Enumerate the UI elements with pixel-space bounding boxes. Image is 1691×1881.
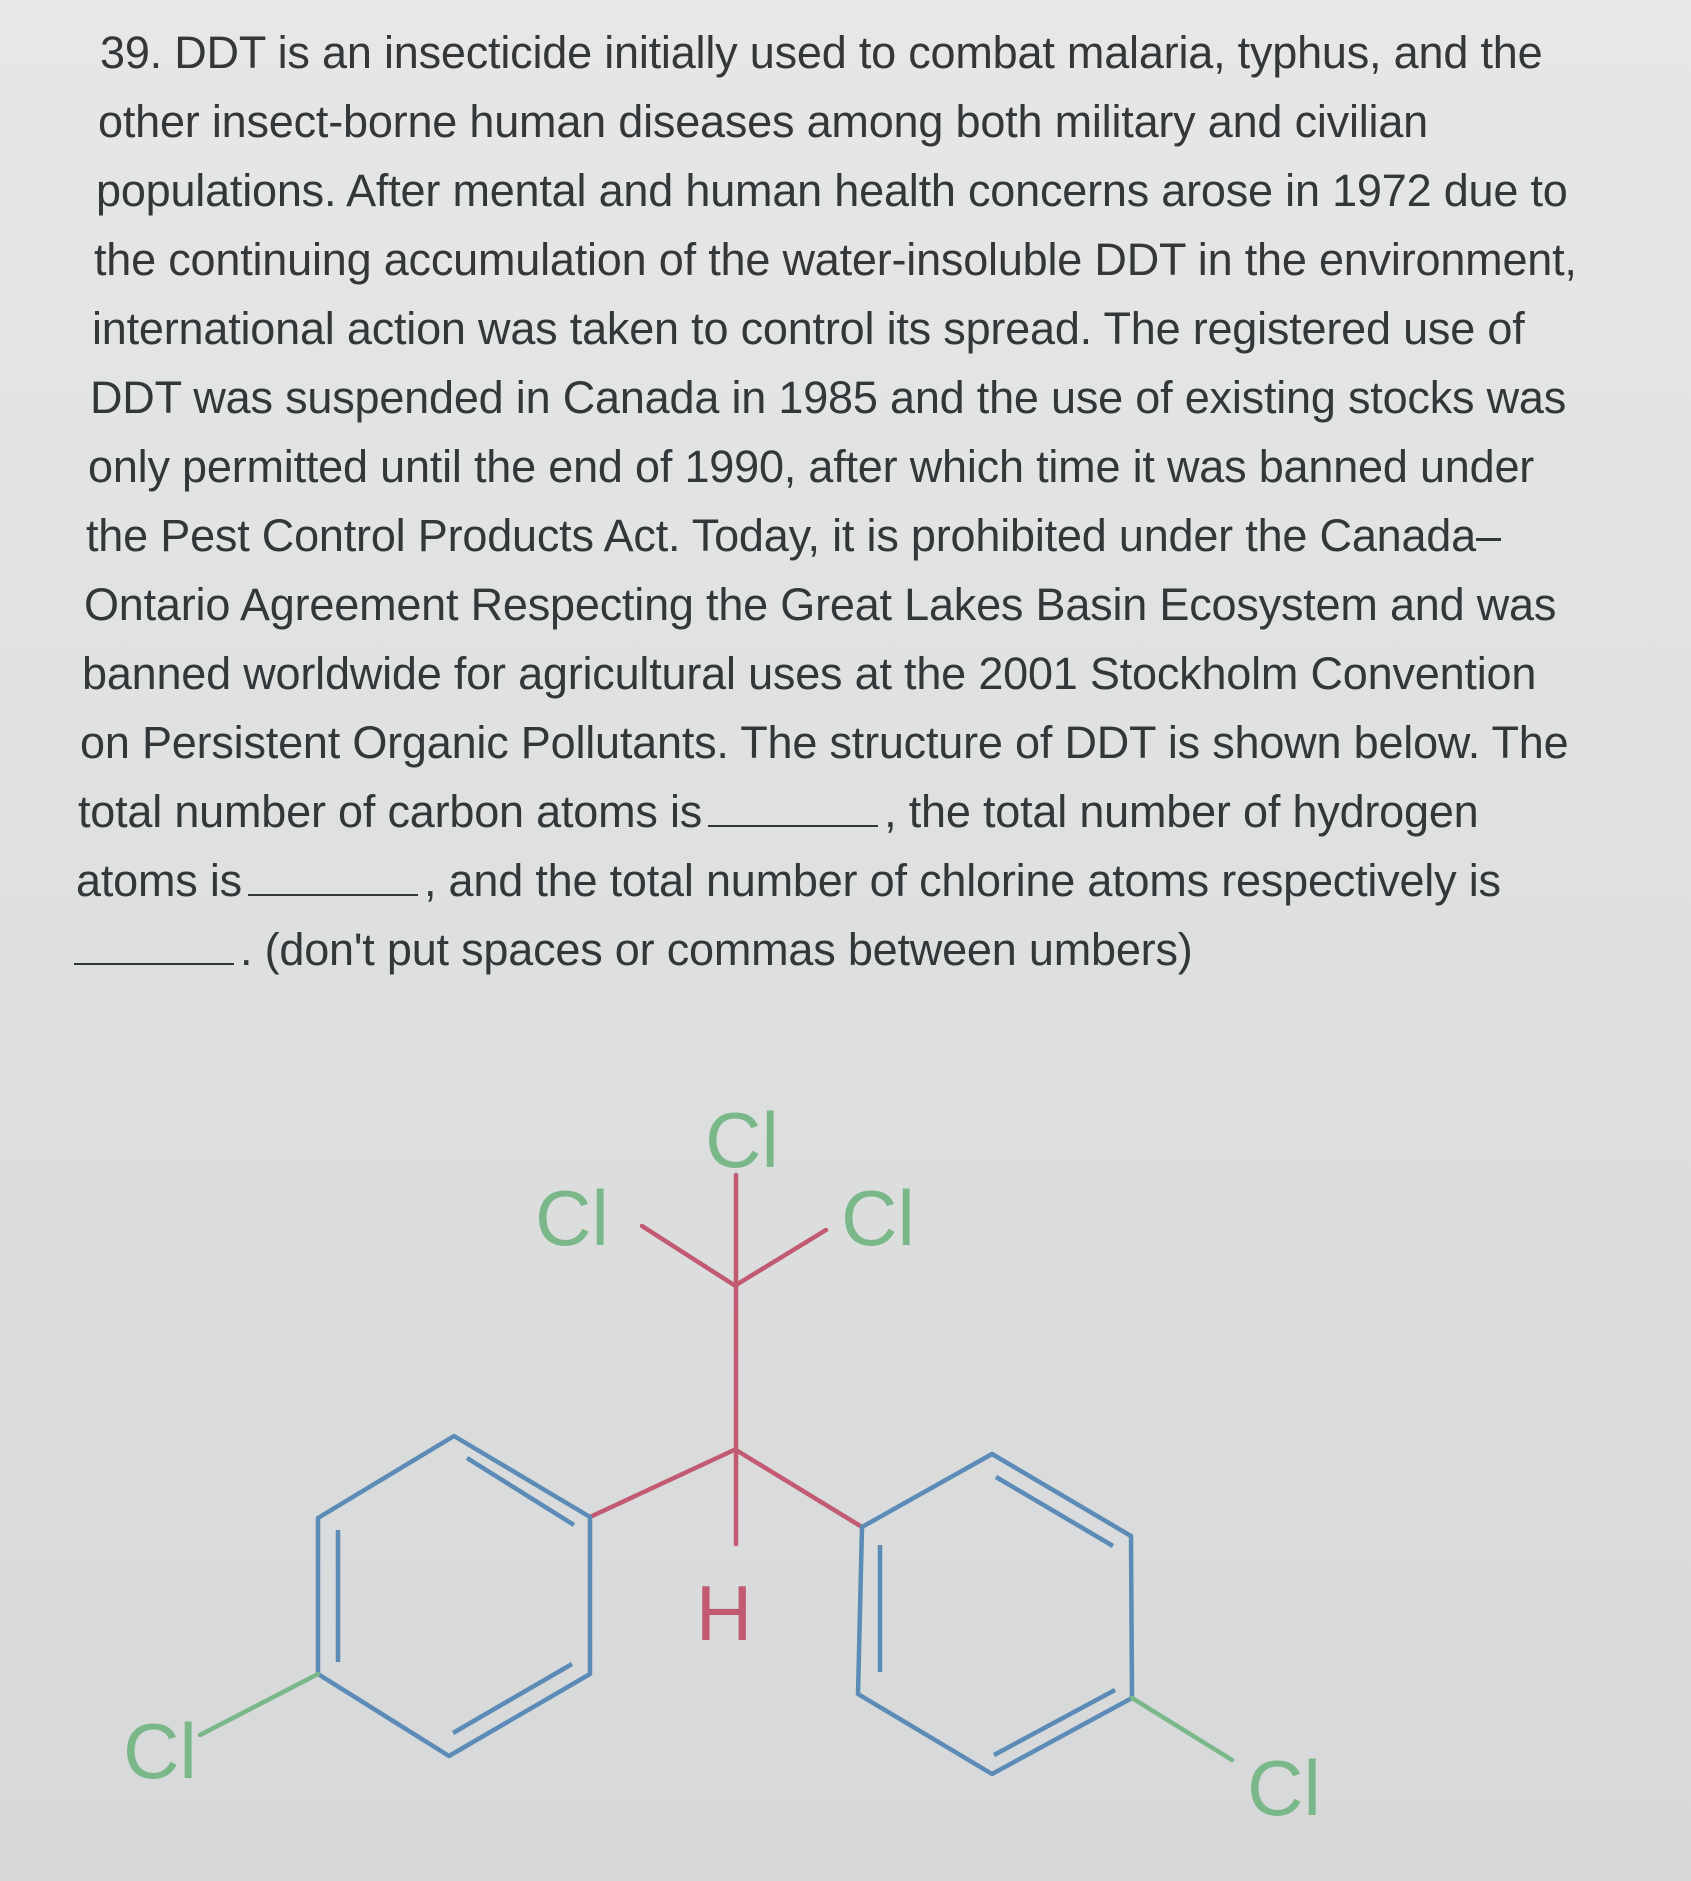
right-ring-outline xyxy=(858,1454,1132,1774)
atom-cl-upper-left: Cl xyxy=(535,1174,609,1262)
left-ring-outline xyxy=(318,1436,590,1756)
answer-instruction: . (don't put spaces or commas between umbers) xyxy=(240,924,1193,975)
atom-cl-upper-right: Cl xyxy=(841,1174,915,1262)
question-line-1: 39. DDT is an insecticide initially used to combat malaria, typhus, and the xyxy=(100,27,1543,78)
question-line-10: banned worldwide for agricultural uses at the 2001 Stockholm Convention xyxy=(82,648,1537,699)
question-line-7: only permitted until the end of 1990, after which time it was banned under xyxy=(88,441,1535,492)
bond-c2-right-ring xyxy=(736,1450,862,1527)
question-line-3: populations. After mental and human health concerns arose in 1972 due to xyxy=(96,165,1568,216)
hydrogen-prompt-end: atoms is xyxy=(76,855,242,906)
right-ring-double-bond-1 xyxy=(996,1477,1113,1546)
question-line-6: DDT was suspended in Canada in 1985 and the use of existing stocks was xyxy=(90,372,1567,423)
ccl3-bonds xyxy=(590,1175,862,1544)
question-line-8: the Pest Control Products Act. Today, it is prohibited under the Canada– xyxy=(86,510,1501,561)
question-line-9: Ontario Agreement Respecting the Great Lakes Basin Ecosystem and was xyxy=(84,579,1557,630)
question-line-2: other insect-borne human diseases among both military and civilian xyxy=(98,96,1429,147)
atom-cl-right-ring: Cl xyxy=(1247,1744,1321,1832)
right-ring-double-bond-2 xyxy=(994,1690,1115,1755)
hydrogen-prompt-start: , the total number of hydrogen xyxy=(884,786,1479,837)
left-benzene-ring xyxy=(318,1436,590,1756)
carbon-prompt: total number of carbon atoms is xyxy=(78,786,703,837)
right-benzene-ring xyxy=(858,1454,1132,1774)
atom-h-center: H xyxy=(695,1569,753,1657)
bond-c1-cl-right xyxy=(736,1230,826,1285)
question-line-11: on Persistent Organic Pollutants. The structure of DDT is shown below. The xyxy=(80,717,1569,768)
atom-cl-left-ring: Cl xyxy=(123,1707,197,1795)
question-line-4: the continuing accumulation of the water-insoluble DDT in the environment, xyxy=(94,234,1577,285)
left-ring-double-bond-2 xyxy=(453,1664,572,1733)
question-line-5: international action was taken to control its spread. The registered use of xyxy=(92,303,1525,354)
bond-c1-cl-left xyxy=(642,1226,734,1285)
bond-left-ring-cl xyxy=(200,1674,318,1735)
chlorine-prompt: , and the total number of chlorine atoms respectively is xyxy=(423,855,1501,906)
left-ring-double-bond-1 xyxy=(467,1458,574,1525)
bond-right-ring-cl xyxy=(1132,1698,1232,1760)
atom-cl-top: Cl xyxy=(705,1096,779,1184)
ring-chlorine-bonds xyxy=(200,1674,1232,1760)
bond-c2-left-ring xyxy=(590,1450,734,1517)
